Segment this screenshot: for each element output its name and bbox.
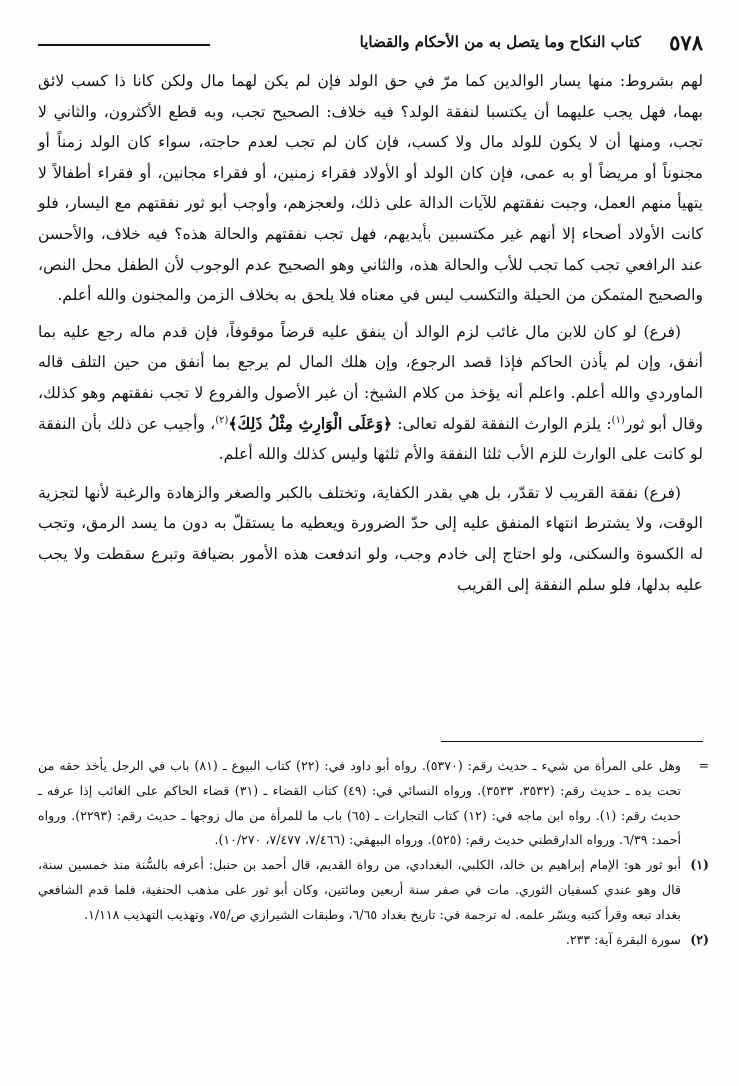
page-header bbox=[38, 30, 703, 56]
footnote-mark: (٢) bbox=[690, 931, 709, 947]
footnote-text: أبو ثور هو: الإمام إبراهيم بن خالد، الكلبي، البغدادي، من رواة القديم، قال أحمد بن حنبل: أعرفه بالسُّنة منذ خمسين سنة، قال وهو عندي كسفيان الثوري. مات في صفر سنة أربعين ومائتين، وكان أبو ثور على مذهب الحنفية، فلما قدم الشافعي بغداد تبعه وقرأ كتبه ويسّر علمه. له ترجمة في: تاريخ بغداد ٦/٦٥، وطبقات الشيرازي ص/٧٥، وتهذيب التهذيب ١/١١٨. bbox=[38, 857, 681, 922]
footnote-1 bbox=[38, 853, 709, 927]
footnote-text: سورة البقرة آية: ٢٣٣. bbox=[565, 931, 681, 947]
running-title: كتاب النكاح وما يتصل به من الأحكام والقضايا bbox=[359, 33, 641, 51]
footnote-2 bbox=[38, 928, 709, 953]
paragraph-2-text-b: : يلزم الوارث النفقة لقوله تعالى: bbox=[392, 414, 612, 433]
paragraph-3: (فرع) نفقة القريب لا تقدّر، بل هي بقدر الكفاية، وتختلف بالكبر والصغر والزهادة والرغبة لأنها لتجزية الوقت، ولا يشترط انتهاء المنفق عليه إلى حدّ الضرورة ويعطيه ما يستقلّ به دون ما يسد الرمق، وتجب له الكسوة والسكنى، ولو احتاج إلى خادم وجب، ولو اندفعت هذه الأمور بضيافة وتبرع سقطت ولا يجب عليه بدلها، فلو سلم النفقة إلى القريب bbox=[38, 483, 703, 594]
page-number: ٥٧٨ bbox=[669, 30, 703, 55]
footnote-separator bbox=[441, 741, 703, 742]
quran-verse: ﴿وَعَلَى الْوَارِثِ مِثْلُ ذَلِكَ﴾ bbox=[228, 413, 393, 433]
footnote-ref-2: (٢) bbox=[215, 414, 229, 426]
header-rule bbox=[38, 44, 210, 46]
paragraph-2-text-c: ، وأجيب عن ذلك بأن النفقة لو كانت على الوارث للزم الأب ثلثا النفقة والأم ثلثها وليس كذلك والله أعلم. bbox=[38, 414, 703, 464]
main-text bbox=[38, 66, 703, 600]
footnote-text: وهل على المرأة من شيء ـ حديث رقم: (٥٣٧٠). رواه أبو داود في: (٢٢) كتاب البيوع ـ (٨١) باب في الرجل يأخذ حقه من تحت يده ـ حديث رقم: (٣٥٣٢، ٣٥٣٣). ورواه النسائي في: (٤٩) كتاب القضاء ـ (٣١) قضاء الحاكم على الغائب إذا عرفه ـ حديث رقم: (١). رواه ابن ماجه في: (١٢) كتاب التجارات ـ (٦٥) باب ما للمرأة من مال زوجها ـ حديث رقم: (٢٢٩٣). ورواه أحمد: ٦/٣٩. ورواه الدارقطني حديث رقم: (٥٢٥). ورواه البيهقي: (٧/٤٦٦، ٧/٤٧٧، ١٠/٢٧٠). bbox=[38, 758, 682, 848]
footnote-mark: = bbox=[698, 758, 709, 773]
footnotes bbox=[38, 754, 709, 952]
footnote-ref-1: (١) bbox=[611, 414, 625, 426]
paragraph-2 bbox=[38, 317, 703, 470]
footnote-mark: (١) bbox=[690, 857, 709, 873]
footnote-continued bbox=[38, 754, 709, 853]
paragraph-2-text-a: (فرع) لو كان للابن مال غائب لزم الوالد أن ينفق عليه قرضاً موقوفاً، فإن قدم ماله رجع عليه بما أنفق، وإن لم يأذن الحاكم فإذا قصد الرجوع، وإن هلك المال لم يرجع بما أنفق من حين التلف قاله الماوردي والله أعلم. واعلم أنه يؤخذ من كلام الشيخ: أن غير الأصول والفروع لا تجب نفقتهم وهو كذلك، وقال أبو ثور bbox=[38, 322, 703, 433]
paragraph-1: لهم بشروط: منها يسار الوالدين كما مرّ في حق الولد فإن لم يكن لهما مال ولكن كانا ذا كسب لائق بهما، فهل يجب عليهما أن يكتسبا لنفقة الولد؟ فيه خلاف: الصحيح تجب، وبه قطع الأكثرون، والثاني لا تجب، ومنها أن لا يكون للولد مال ولا كسب، فإن كان لم تجب لعدم حاجته، سواء كان الولد زمناً أو مجنوناً أو مريضاً أو به عمى، فإن كان الولد أو الأولاد فقراء زمنين، أو فقراء مجانين، أو فقراء أطفالاً لا يتهيأ منهم العمل، وجبت نفقتهم للآيات الدالة على ذلك، ولعجزهم، وأوجب أبو ثور نفقتهم مع اليسار، فلو كانت الأولاد أصحاء إلا أنهم غير مكتسبين بأيديهم، فهل تجب نفقتهم والحالة هذه؟ فيه خلاف، والأحسن عند الرافعي تجب كما تجب للأب والحالة هذه، والثاني وهو الصحيح عدم الوجوب لأن الطفل محل النص، والصحيح المتمكن من الحيلة والتكسب ليس في معناه فلا يلحق به بخلاف الزمن والمجنون والله أعلم. bbox=[38, 72, 703, 305]
